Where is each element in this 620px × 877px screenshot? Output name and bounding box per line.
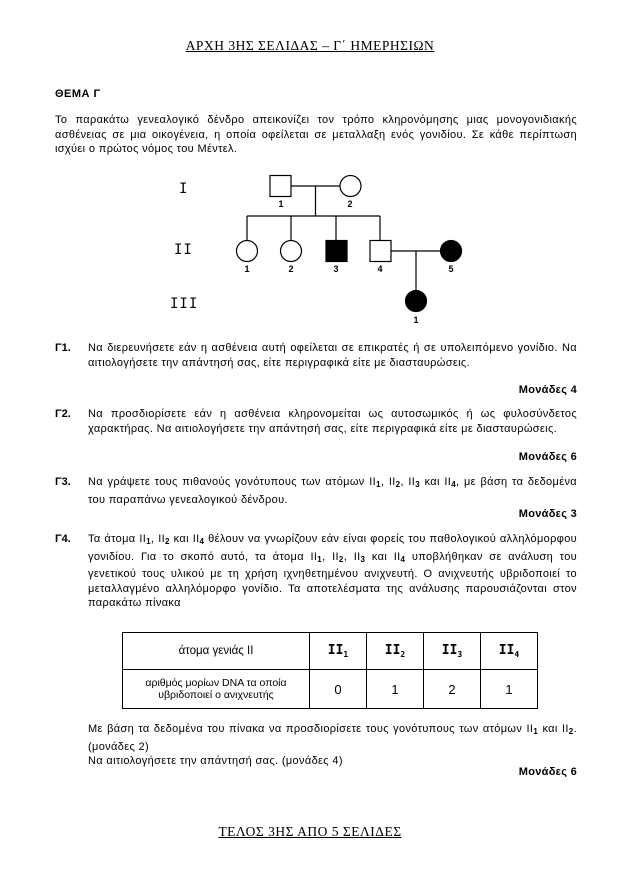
question-g4-followup: Με βάση τα δεδομένα του πίνακα να προσδιορίσετε τους γονότυπους των ατόμων $II_1$ και $II_2$. (μονάδες 2) Να αιτιολογήσετε την απάντησή σας. (μονάδες 4) <box>88 723 577 767</box>
question-g4-number: Γ4. <box>55 533 71 545</box>
generation-label-3: III <box>170 296 199 312</box>
question-g4-marks: Μονάδες 6 <box>518 766 577 778</box>
intro-paragraph: Το παρακάτω γενεαλογικό δένδρο απεικονίζει τον τρόπο κληρονόμησης μιας μονογονιδιακής ασθένειας σε μια οικογένεια, η οποία οφείλεται σε μεταλλαξη ενός γονιδίου. Σε κάθε περίπτωση ισχύει ο πρώτος νόμος του Μέντελ. <box>55 114 577 155</box>
individual-II-5 <box>441 241 462 262</box>
individual-II-1 <box>237 241 258 262</box>
label-II-3: 3 <box>333 264 339 274</box>
table-value-ii4: 1 <box>481 670 538 709</box>
page-footer-text: ΤΕΛΟΣ 3ΗΣ ΑΠΟ 5 ΣΕΛΙΔΕΣ <box>218 824 402 839</box>
table-row2-label: αριθμός μορίων DNA τα οποία υβριδοποιεί ο ανιχνευτής <box>123 670 310 709</box>
question-g3-text: Να γράψετε τους πιθανούς γονότυπους των ατόμων $II_1$, $II_2$, $II_3$ και $II_4$, με βάση τα δεδομένα του παραπάνω γενεαλογικού δένδρου. <box>88 476 578 506</box>
question-g1-text: Να διερευνήσετε εάν η ασθένεια αυτή οφείλεται σε επικρατές ή σε υπολειπόμενο γονίδιο. Να αιτιολογήσετε την απάντησή σας, είτε περιγραφικά είτε με διασταυρώσεις. <box>88 342 577 369</box>
table-value-ii1: 0 <box>310 670 367 709</box>
table-header-ii1: $II_1$ <box>310 633 367 670</box>
table-header-ii2: $II_2$ <box>367 633 424 670</box>
table-header-ii4: $II_4$ <box>481 633 538 670</box>
label-I-1: 1 <box>278 199 284 209</box>
question-g3-number: Γ3. <box>55 476 71 488</box>
question-g2 <box>55 407 577 436</box>
question-g3 <box>55 475 577 507</box>
question-g2-marks: Μονάδες 6 <box>518 451 577 463</box>
individual-II-4 <box>370 241 391 262</box>
table-value-ii3: 2 <box>424 670 481 709</box>
question-g1-number: Γ1. <box>55 342 71 354</box>
label-II-2: 2 <box>288 264 294 274</box>
question-g1 <box>55 341 577 370</box>
label-II-1: 1 <box>244 264 250 274</box>
question-g1-marks: Μονάδες 4 <box>518 384 577 396</box>
question-g3-marks: Μονάδες 3 <box>518 508 577 520</box>
table-value-ii2: 1 <box>367 670 424 709</box>
individual-III-1 <box>406 291 427 312</box>
question-g4 <box>55 532 577 611</box>
label-III-1: 1 <box>413 315 419 325</box>
individual-I-2 <box>340 176 361 197</box>
label-II-5: 5 <box>448 264 454 274</box>
label-I-2: 2 <box>347 199 353 209</box>
question-g4-text: Τα άτομα $II_1$, $II_2$ και $II_4$ θέλουν να γνωρίζουν εάν είναι φορείς του παθολογικού αλληλόμορφου γονιδίου. Για το σκοπό αυτό, τα άτομα $II_1$, $II_2$, $II_3$ και $II_4$ υποβλήθηκαν σε ανάλυση του γενετικού τους υλικού με τη χρήση ιχνηθετημένου ανιχνευτή. Ο ανιχνευτής υβριδοποιεί το μεταλλαγμένο αλληλόμορφο γονίδιο. Τα αποτελέσματα της ανάλυσης παρουσιάζονται στον παρακάτω πίνακα <box>88 533 578 609</box>
individual-II-2 <box>281 241 302 262</box>
page-footer <box>0 824 620 840</box>
individual-I-1 <box>270 176 291 197</box>
question-g2-text: Να προσδιορίσετε εάν η ασθένεια κληρονομείται ως αυτοσωμικός ή ως φυλοσύνδετος χαρακτήρας. Να αιτιολογήσετε την απάντησή σας, είτε περιγραφικά είτε με διασταυρώσεις. <box>88 408 577 435</box>
table-row <box>123 670 538 709</box>
question-g2-number: Γ2. <box>55 408 71 420</box>
results-table <box>122 632 538 709</box>
generation-label-2: II <box>174 242 193 258</box>
page-header-text: ΑΡΧΗ 3ΗΣ ΣΕΛΙΔΑΣ – Γ΄ ΗΜΕΡΗΣΙΩΝ <box>185 38 435 53</box>
table-row1-label: άτομα γενιάς ΙΙ <box>123 633 310 670</box>
theme-title: ΘΕΜΑ Γ <box>55 88 101 100</box>
table-header-ii3: $II_3$ <box>424 633 481 670</box>
generation-label-1: I <box>179 181 189 197</box>
table-row <box>123 633 538 670</box>
label-II-4: 4 <box>377 264 383 274</box>
individual-II-3 <box>326 241 347 262</box>
